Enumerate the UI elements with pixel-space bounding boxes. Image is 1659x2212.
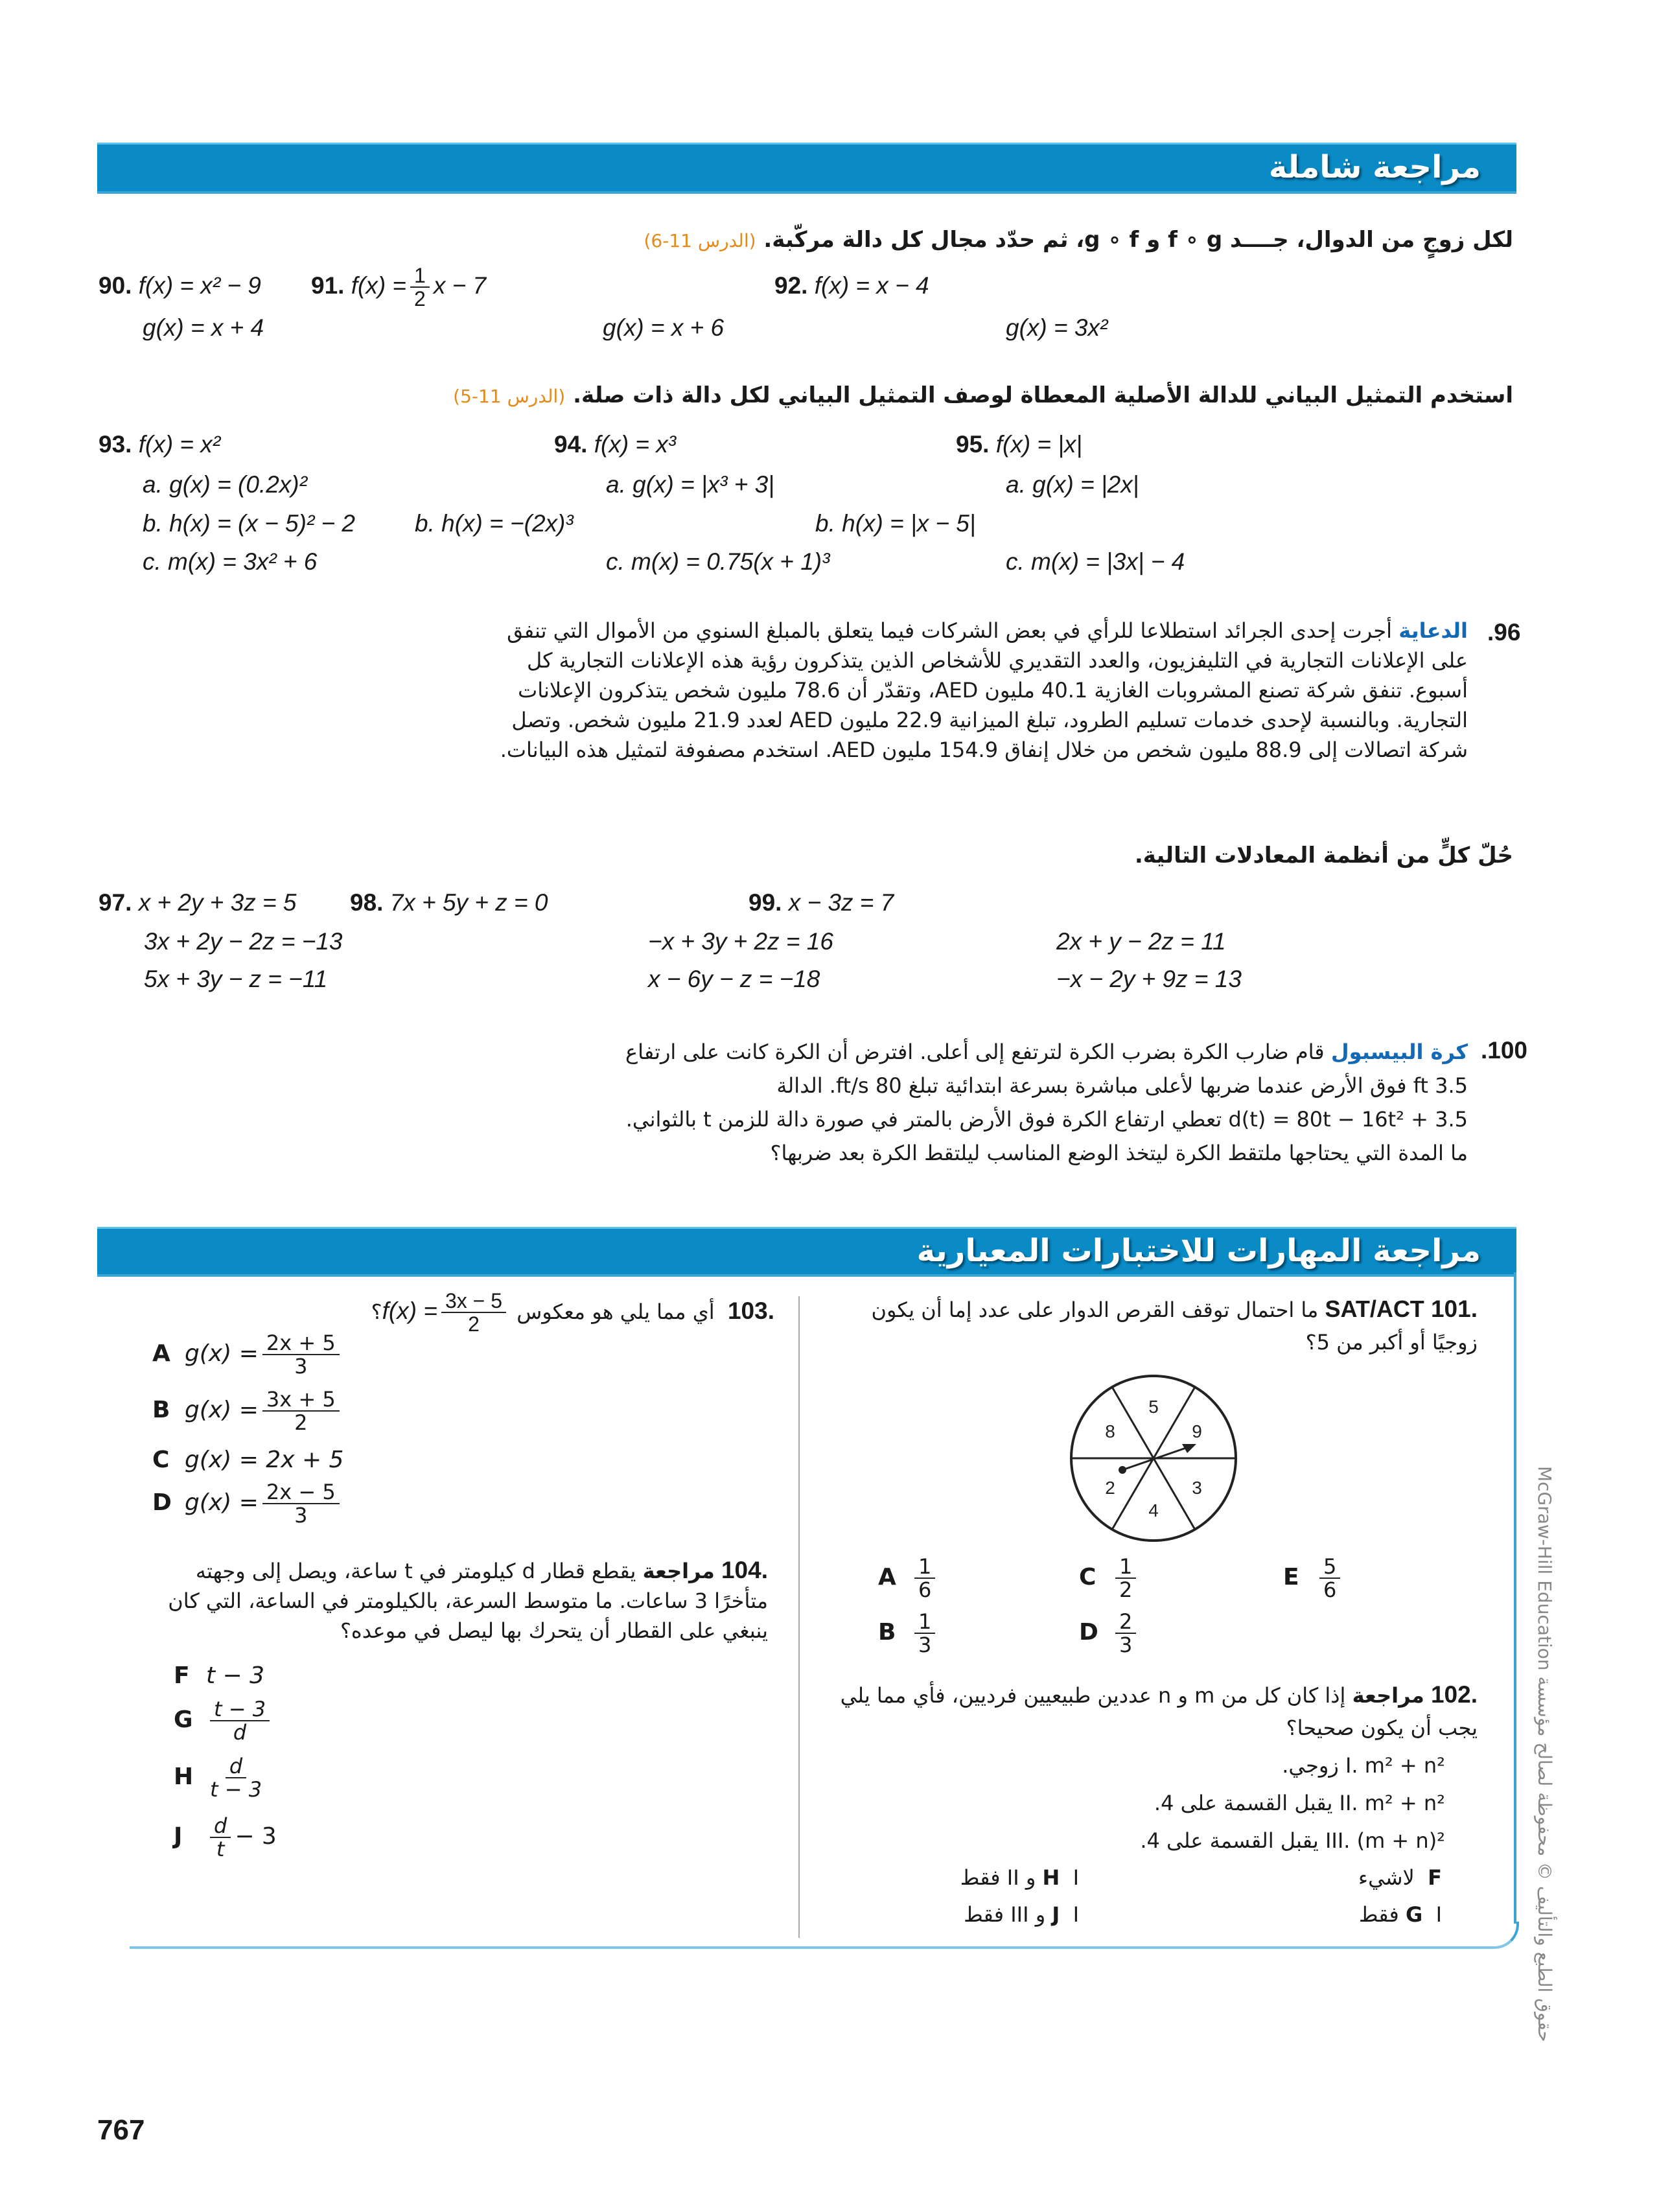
- problem-text: ما المدة التي يحتاجها ملتقط الكرة ليتخذ الوضع المناسب ليلتقط الكرة بعد ضربها؟: [770, 1141, 1468, 1165]
- option-letter: B: [878, 1619, 896, 1646]
- option-letter: D: [1079, 1619, 1098, 1646]
- function-f: f(x) = x − 4: [814, 272, 929, 299]
- problem-93-b: b. h(x) = (x − 5)² − 2: [143, 510, 355, 537]
- numerator: 2: [1115, 1611, 1136, 1634]
- section-header-comprehensive-review: [97, 143, 1516, 194]
- statement: III. (m + n)² يقبل القسمة على 4.: [1140, 1828, 1445, 1853]
- numerator: 1: [914, 1611, 935, 1634]
- equation: x − 3z = 7: [788, 889, 894, 916]
- copyright-notice: حقوق الطبع والتأليف © محفوظة لصالح مؤسسة McGraw-Hill Education: [1534, 1466, 1555, 2042]
- statement: II. m² + n² يقبل القسمة على 4.: [1154, 1791, 1445, 1815]
- option-letter: F: [174, 1662, 190, 1689]
- problem-92: [774, 272, 929, 299]
- option-104-H[interactable]: [174, 1755, 266, 1800]
- numerator: 1: [410, 264, 430, 288]
- problem-number: 90.: [99, 272, 132, 299]
- option-103-A[interactable]: [152, 1332, 343, 1377]
- spinner-label: 9: [1192, 1421, 1202, 1441]
- section-title: مراجعة شاملة: [1268, 148, 1481, 185]
- option-letter: D: [152, 1489, 172, 1516]
- instruction-text: لكل زوجٍ من الدوال، جــــد f ∘ g و g ∘ f، ثم حدّد مجال كل دالة مركّبة.: [763, 227, 1513, 253]
- option-102-H[interactable]: [960, 1865, 1079, 1890]
- instruction-transformations: [453, 382, 1513, 408]
- option-letter: J: [1052, 1902, 1060, 1927]
- problem-96: [470, 616, 1468, 765]
- function-f: f(x) = x²: [138, 431, 221, 458]
- denominator: t: [216, 1837, 225, 1861]
- problem-93-a: a. g(x) = (0.2x)²: [143, 471, 307, 498]
- denominator: 2: [1119, 1578, 1133, 1602]
- denominator: 3: [1119, 1633, 1133, 1657]
- problem-90-g: g(x) = x + 4: [143, 314, 264, 341]
- problem-102: [836, 1679, 1478, 1744]
- numerator: t − 3: [210, 1698, 270, 1721]
- function-f: f(x) = x³: [594, 431, 677, 458]
- option-expression: g(x) =: [185, 1489, 259, 1516]
- option-letter: H: [1042, 1865, 1060, 1890]
- problem-90: [99, 272, 261, 299]
- problem-number: .101: [1430, 1296, 1478, 1322]
- denominator: 3: [294, 1354, 308, 1379]
- spinner-label: 4: [1148, 1500, 1159, 1520]
- problem-94-b: b. h(x) = −(2x)³: [415, 510, 574, 537]
- numerator: 1: [1115, 1555, 1136, 1579]
- problem-label: كرة البيسبول: [1330, 1040, 1468, 1064]
- numerator: 2x − 5: [262, 1481, 340, 1504]
- option-letter: C: [152, 1447, 170, 1473]
- problem-93-c: c. m(x) = 3x² + 6: [143, 548, 318, 575]
- equation: 2x + y − 2z = 11: [1056, 928, 1226, 955]
- option-letter: H: [174, 1764, 194, 1790]
- problem-104: [136, 1555, 768, 1646]
- problem-text: 3.5 ft فوق الأرض عندما ضربها لأعلى مباشرة بسرعة ابتدائية تبلغ 80 ft/s. الدالة: [776, 1073, 1468, 1098]
- option-letter: F: [1428, 1865, 1442, 1890]
- equation: 7x + 5y + z = 0: [389, 889, 548, 916]
- fraction: [410, 264, 430, 310]
- problem-95: [956, 431, 1082, 458]
- problem-number: 91.: [311, 272, 345, 299]
- spinner-label: 3: [1192, 1478, 1202, 1498]
- problem-label: الدعاية: [1398, 618, 1468, 643]
- page-number: 767: [97, 2114, 145, 2146]
- question-mark: ؟: [371, 1299, 382, 1324]
- problem-number: 95.: [956, 431, 990, 458]
- option-letter: G: [1405, 1902, 1423, 1927]
- option-102-F[interactable]: [1358, 1865, 1442, 1890]
- statement: I. m² + n² زوجي.: [1282, 1753, 1445, 1778]
- problem-text: أي مما يلي هو معكوس: [516, 1299, 715, 1324]
- box-border: [130, 1922, 1519, 1949]
- option-101-E[interactable]: [1283, 1555, 1344, 1601]
- option-letter: C: [1079, 1564, 1096, 1590]
- problem-102-statements: [1140, 1747, 1445, 1859]
- denominator: 3: [918, 1633, 932, 1657]
- lesson-ref: (الدرس 11-5): [453, 386, 566, 407]
- option-104-J[interactable]: [174, 1815, 277, 1860]
- problem-number: 94.: [554, 431, 588, 458]
- instruction-composition: [644, 227, 1513, 253]
- problem-number: 98.: [350, 889, 384, 916]
- problem-94-a: a. g(x) = |x³ + 3|: [606, 471, 774, 498]
- problem-92-g: g(x) = 3x²: [1006, 314, 1108, 341]
- box-border-right: [1514, 1272, 1516, 1924]
- denominator: 6: [918, 1578, 932, 1602]
- problem-text: يقطع قطار d كيلومتر في t ساعة، ويصل إلى وجهته متأخرًا 3 ساعات. ما متوسط السرعة، بالكيلومتر في الساعة، التي كان ينبغي على القطار أن يتحرك بها ليصل في موعده؟: [168, 1559, 768, 1643]
- problem-95-c: c. m(x) = |3x| − 4: [1006, 548, 1185, 575]
- option-103-B[interactable]: [152, 1388, 343, 1434]
- option-letter: G: [174, 1706, 193, 1733]
- problem-100-number: .100: [1481, 1037, 1528, 1064]
- equation: x − 6y − z = −18: [648, 966, 820, 992]
- problem-number: 99.: [748, 889, 782, 916]
- denominator: 2: [468, 1312, 480, 1336]
- numerator: 3x − 5: [441, 1290, 506, 1313]
- equation: 3x + 2y − 2z = −13: [144, 928, 343, 955]
- section-header-standardized-test-review: [97, 1227, 1516, 1277]
- option-letter: J: [174, 1823, 183, 1850]
- option-text: I فقط: [1358, 1902, 1442, 1927]
- problem-number: 92.: [774, 272, 808, 299]
- numerator: 5: [1319, 1555, 1340, 1579]
- numerator: 1: [914, 1555, 935, 1579]
- problem-95-b: b. h(x) = |x − 5|: [815, 510, 976, 537]
- option-letter: A: [878, 1564, 896, 1590]
- lesson-ref: (الدرس 11-6): [644, 230, 756, 251]
- option-103-C[interactable]: [152, 1447, 343, 1473]
- problem-97: [99, 889, 296, 916]
- option-102-G[interactable]: [1359, 1902, 1442, 1927]
- problem-text: d(t) = 80t − 16t² + 3.5 تعطي ارتفاع الكرة فوق الأرض بالمتر في صورة دالة للزمن t بالثواني.: [625, 1107, 1468, 1132]
- option-letter: E: [1283, 1564, 1299, 1590]
- problem-label: مراجعة: [1352, 1683, 1424, 1708]
- problem-text: قام ضارب الكرة بضرب الكرة لترتفع إلى أعلى. افترض أن الكرة كانت على ارتفاع: [625, 1040, 1325, 1064]
- problem-101: [862, 1293, 1478, 1358]
- problem-number: .103: [727, 1297, 774, 1324]
- option-102-J[interactable]: [964, 1902, 1079, 1927]
- problem-text: ما احتمال توقف القرص الدوار على عدد إما أن يكون زوجيًا أو أكبر من 5؟: [871, 1298, 1478, 1355]
- option-101-C[interactable]: [1079, 1555, 1140, 1601]
- problem-93: [99, 431, 220, 458]
- option-expression: g(x) = 2x + 5: [185, 1447, 344, 1473]
- numerator: 2x + 5: [262, 1332, 340, 1355]
- instruction-text: استخدم التمثيل البياني للدالة الأصلية المعطاة لوصف التمثيل البياني لكل دالة ذات صلة.: [573, 382, 1513, 408]
- numerator: 3x + 5: [262, 1388, 340, 1412]
- option-text: I و II فقط: [960, 1865, 1079, 1890]
- problem-96-number: .96: [1487, 619, 1521, 646]
- option-101-B[interactable]: [878, 1611, 939, 1656]
- function-f-rest: x − 7: [433, 272, 487, 299]
- problem-label: SAT/ACT: [1325, 1296, 1424, 1322]
- option-letter: B: [152, 1397, 170, 1423]
- denominator: 6: [1323, 1578, 1337, 1602]
- equation: −x − 2y + 9z = 13: [1056, 966, 1242, 992]
- problem-95-a: a. g(x) = |2x|: [1006, 471, 1139, 498]
- numerator: d: [210, 1815, 231, 1838]
- problem-label: مراجعة: [642, 1559, 715, 1583]
- denominator: 2: [294, 1410, 308, 1435]
- spinner-label: 2: [1105, 1478, 1115, 1498]
- option-expression: g(x) =: [185, 1397, 259, 1423]
- equation: x + 2y + 3z = 5: [138, 889, 297, 916]
- problem-91-g: g(x) = x + 6: [603, 314, 725, 341]
- option-text: I و III فقط: [964, 1902, 1079, 1927]
- problem-number: .102: [1430, 1681, 1478, 1708]
- denominator: d: [233, 1720, 247, 1745]
- function-f: f(x) =: [351, 272, 407, 299]
- function-f: f(x) = x² − 9: [138, 272, 261, 299]
- problem-94: [554, 431, 676, 458]
- equation: 5x + 3y − z = −11: [144, 966, 328, 992]
- option-text: − 3: [235, 1823, 277, 1850]
- function-f: f(x) =: [382, 1297, 437, 1324]
- function-f: f(x) = |x|: [995, 431, 1083, 458]
- option-104-F[interactable]: [174, 1662, 264, 1689]
- problem-103: [371, 1290, 774, 1335]
- numerator: d: [226, 1755, 246, 1778]
- denominator: 3: [294, 1503, 308, 1528]
- option-101-A[interactable]: [878, 1555, 939, 1601]
- problem-91: [311, 264, 486, 310]
- problem-100: [470, 1035, 1468, 1170]
- section-title: مراجعة المهارات للاختبارات المعيارية: [916, 1232, 1481, 1269]
- denominator: 2: [414, 287, 426, 310]
- option-text: t − 3: [206, 1662, 265, 1689]
- option-103-D[interactable]: [152, 1481, 343, 1526]
- problem-98: [350, 889, 548, 916]
- option-expression: g(x) =: [185, 1340, 259, 1367]
- instruction-systems: حُلّ كلٍّ من أنظمة المعادلات التالية.: [1134, 843, 1513, 868]
- column-divider: [798, 1296, 800, 1938]
- option-104-G[interactable]: [174, 1698, 273, 1743]
- problem-text: أجرت إحدى الجرائد استطلاعا للرأي في بعض الشركات فيما يتعلق بالمبلغ السنوي من الأموال التي تنفق على الإعلانات التجارية في التليفزيون، والعدد التقديري للأشخاص الذين يتذكرون رؤية هذه الإعلانات التجارية كل أسبوع. تنفق شركة تصنع المشروبات الغازية 40.1 مليون AED، وتقدّر أن 78.6 مليون شخص يتذكرون الإعلانات التجارية. وبالنسبة لإحدى خدمات تسليم الطرود، تبلغ الميزانية 22.9 مليون AED لعدد 21.9 مليون شخص. وتصل شركة اتصالات إلى 88.9 مليون شخص من خلال إنفاق 154.9 مليون AED. استخدم مصفوفة لتمثيل هذه البيانات.: [500, 618, 1468, 762]
- problem-number: 93.: [99, 431, 132, 458]
- option-101-D[interactable]: [1079, 1611, 1140, 1656]
- problem-94-c: c. m(x) = 0.75(x + 1)³: [606, 548, 830, 575]
- spinner-diagram: [1063, 1368, 1244, 1549]
- spinner-label: 8: [1105, 1421, 1115, 1441]
- problem-text: إذا كان كل من m و n عددين طبيعيين فرديين، فأي مما يلي يجب أن يكون صحيحا؟: [840, 1683, 1478, 1740]
- option-letter: A: [152, 1340, 170, 1367]
- problem-number: .104: [721, 1557, 768, 1583]
- problem-99: [748, 889, 894, 916]
- denominator: t − 3: [210, 1777, 262, 1802]
- problem-number: 97.: [99, 889, 132, 916]
- equation: −x + 3y + 2z = 16: [648, 928, 833, 955]
- spinner-label: 5: [1148, 1397, 1159, 1417]
- option-text: لاشيء: [1358, 1865, 1415, 1890]
